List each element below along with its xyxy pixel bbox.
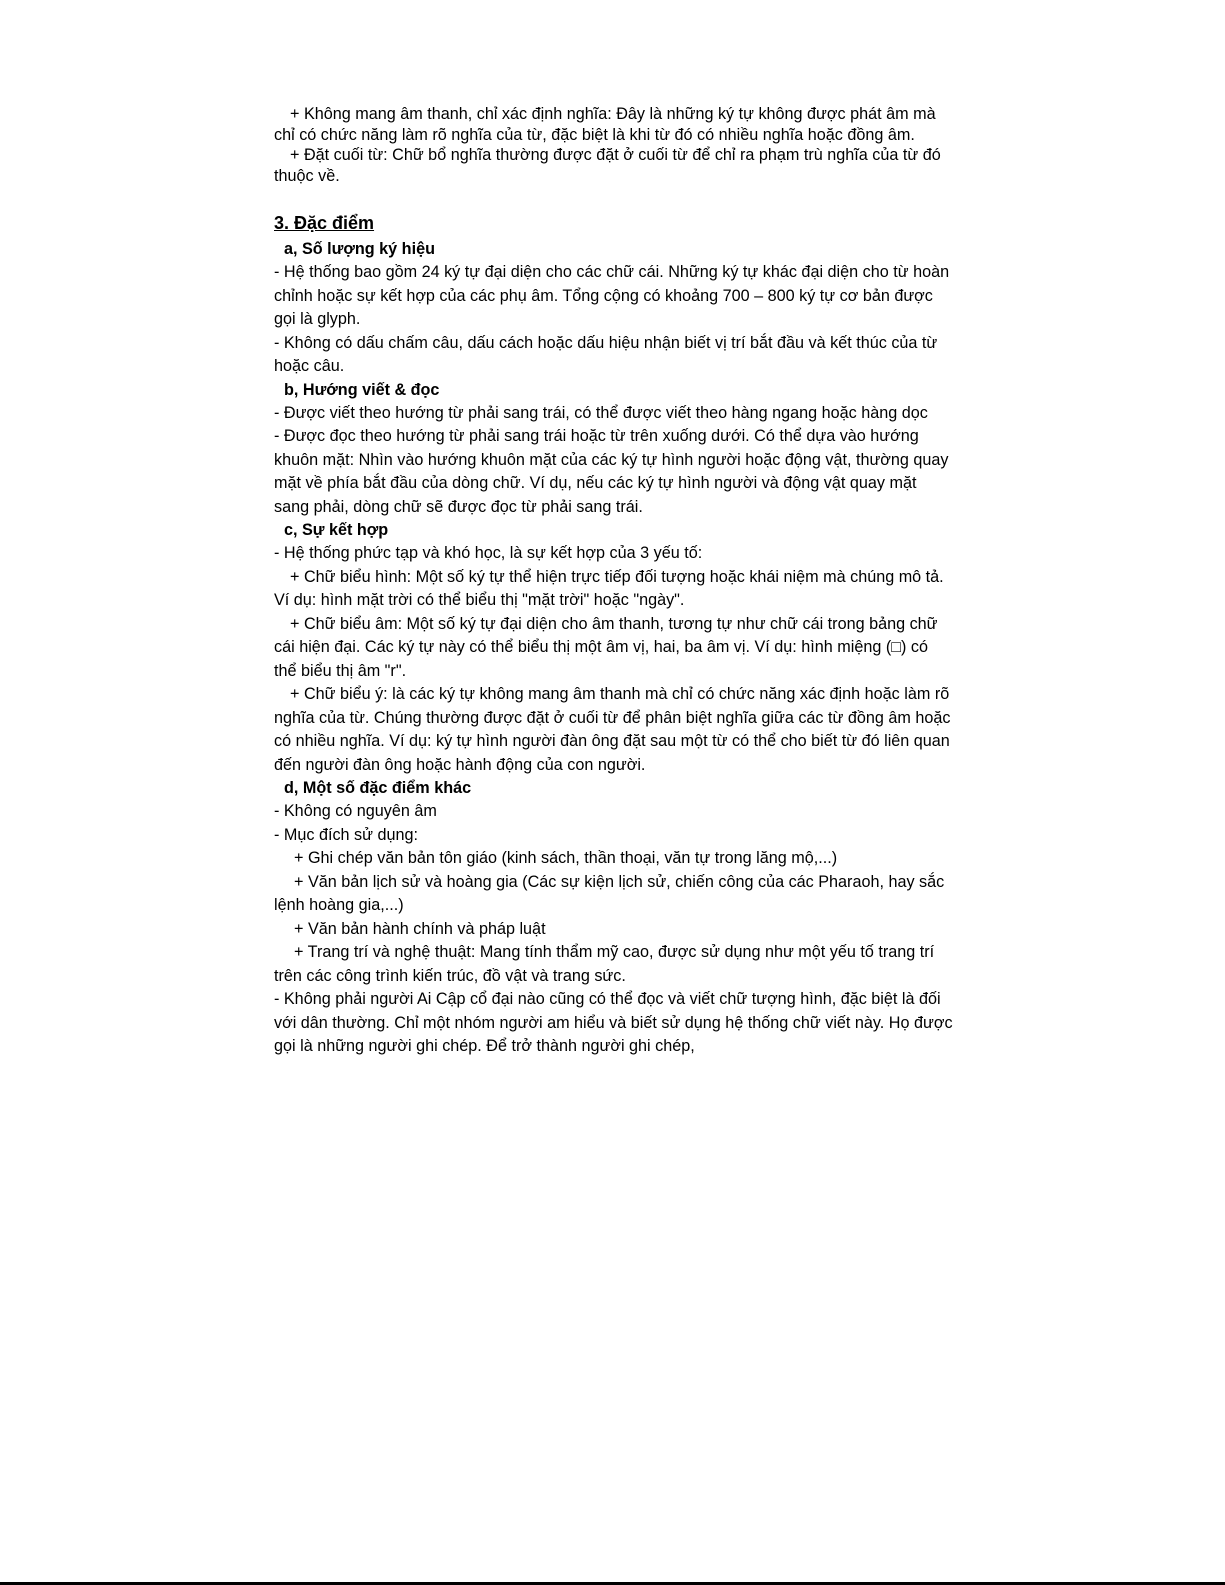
subsection-d-heading: d, Một số đặc điểm khác [284, 779, 472, 797]
section-title: 3. Đặc điểm [274, 213, 375, 233]
subsection-c-paragraph-4: + Chữ biểu ý: là các ký tự không mang âm thanh mà chỉ có chức năng xác định hoặc làm rõ nghĩa của từ. Chúng thường được đặt ở cuối từ để phân biệt nghĩa giữa các từ đồng âm hoặc có nhiều nghĩa. Ví dụ: ký tự hình người đàn ông đặt sau một từ có thể cho biết từ đó liên quan đến người đàn ông hoặc hành động của con người. [274, 685, 951, 774]
subsection-b-heading: b, Hướng viết & đọc [284, 380, 440, 399]
subsection-c [274, 519, 954, 777]
subsection-a-paragraph-1: - Hệ thống bao gồm 24 ký tự đại diện cho các chữ cái. Những ký tự khác đại diện cho từ hoàn chỉnh hoặc sự kết hợp của các phụ âm. Tổng cộng có khoảng 700 – 800 ký tự cơ bản được gọi là glyph. [274, 263, 950, 328]
subsection-d-paragraph-3: + Ghi chép văn bản tôn giáo (kinh sách, thần thoại, văn tự trong lăng mộ,...) [294, 849, 838, 867]
subsection-a-paragraph-2: - Không có dấu chấm câu, dấu cách hoặc dấu hiệu nhận biết vị trí bắt đầu và kết thúc của từ hoặc câu. [274, 333, 938, 375]
subsection-b-paragraph-1: - Được viết theo hướng từ phải sang trái, có thể được viết theo hàng ngang hoặc hàng dọc [274, 403, 928, 422]
subsection-d [274, 777, 954, 1059]
subsection-c-heading: c, Sự kết hợp [284, 521, 389, 539]
document-body [274, 104, 954, 1059]
subsection-a-heading: a, Số lượng ký hiệu [284, 240, 435, 258]
subsection-c-paragraph-2: + Chữ biểu hình: Một số ký tự thể hiện trực tiếp đối tượng hoặc khái niệm mà chúng mô tả. Ví dụ: hình mặt trời có thể biểu thị "mặt trời" hoặc "ngày". [274, 567, 944, 609]
intro-paragraph-2: + Đặt cuối từ: Chữ bổ nghĩa thường được đặt ở cuối từ để chỉ ra phạm trù nghĩa của từ đó thuộc về. [274, 146, 941, 185]
subsection-b [274, 379, 954, 520]
subsection-d-paragraph-7: - Không phải người Ai Cập cổ đại nào cũng có thể đọc và viết chữ tượng hình, đặc biệt là đối với dân thường. Chỉ một nhóm người am hiểu và biết sử dụng hệ thống chữ viết này. Họ được gọi là những người ghi chép. Để trở thành người ghi chép, [274, 990, 953, 1055]
subsection-d-paragraph-1: - Không có nguyên âm [274, 802, 437, 820]
subsection-c-paragraph-3: + Chữ biểu âm: Một số ký tự đại diện cho âm thanh, tương tự như chữ cái trong bảng chữ cái hiện đại. Các ký tự này có thể biểu thị một âm vị, hai, ba âm vị. Ví dụ: hình miệng (□) có thể biểu thị âm "r". [274, 614, 938, 680]
subsection-d-paragraph-2: - Mục đích sử dụng: [274, 825, 418, 844]
subsection-d-paragraph-5: + Văn bản hành chính và pháp luật [294, 919, 546, 938]
subsection-b-paragraph-2: - Được đọc theo hướng từ phải sang trái hoặc từ trên xuống dưới. Có thể dựa vào hướng khuôn mặt: Nhìn vào hướng khuôn mặt của các ký tự hình người hoặc động vật, thường quay mặt về phía bắt đầu của dòng chữ. Ví dụ, nếu các ký tự hình người và động vật quay mặt sang phải, dòng chữ sẽ được đọc từ phải sang trái. [274, 427, 949, 516]
intro-paragraph-1: + Không mang âm thanh, chỉ xác định nghĩa: Đây là những ký tự không được phát âm mà chỉ có chức năng làm rõ nghĩa của từ, đặc biệt là khi từ đó có nhiều nghĩa hoặc đồng âm. [274, 105, 936, 144]
subsection-c-paragraph-1: - Hệ thống phức tạp và khó học, là sự kết hợp của 3 yếu tố: [274, 544, 703, 562]
subsection-a [274, 238, 954, 379]
subsection-d-paragraph-6: + Trang trí và nghệ thuật: Mang tính thẩm mỹ cao, được sử dụng như một yếu tố trang trí trên các công trình kiến trúc, đồ vật và trang sức. [274, 943, 935, 985]
subsection-d-paragraph-4: + Văn bản lịch sử và hoàng gia (Các sự kiện lịch sử, chiến công của các Pharaoh, hay sắc lệnh hoàng gia,...) [274, 872, 945, 914]
